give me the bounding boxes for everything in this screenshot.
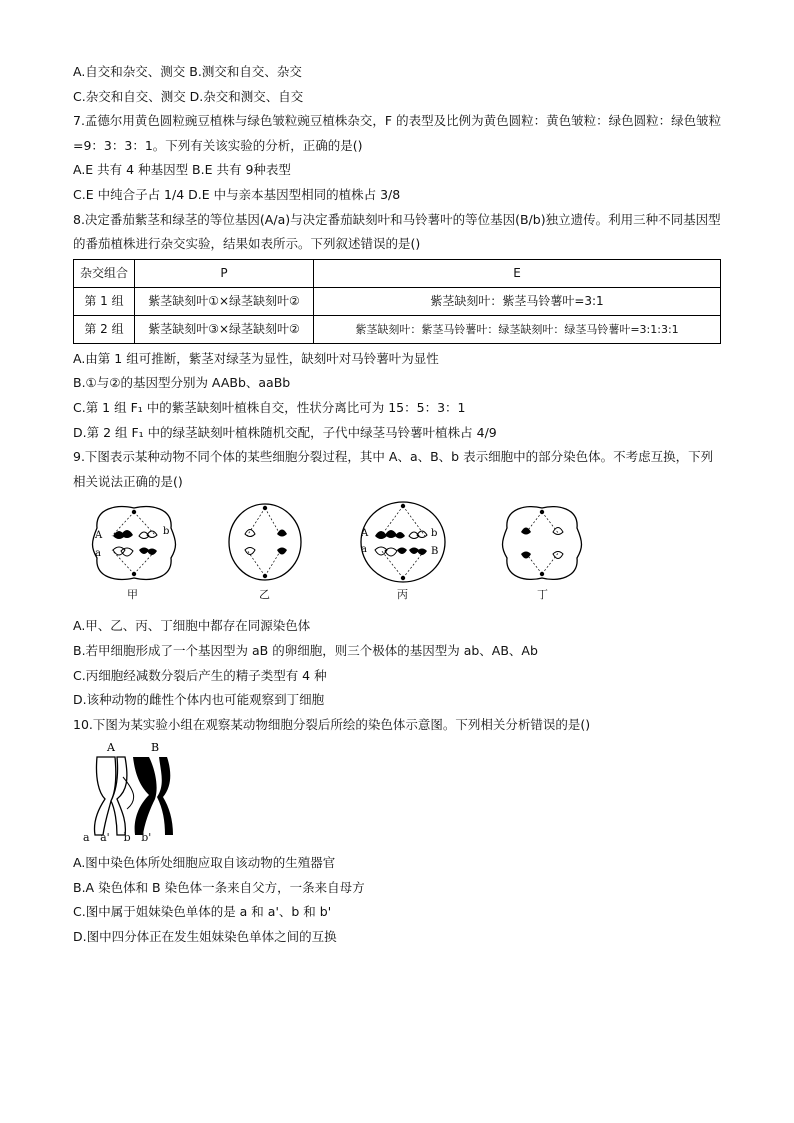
- chromatid-label: a': [100, 831, 110, 845]
- gene-label: A: [361, 528, 369, 540]
- cell-label-yi: 乙: [259, 588, 270, 602]
- table-header: 杂交组合: [74, 259, 135, 287]
- chromosome-label: B: [151, 741, 160, 755]
- table-cell: 紫茎缺刻叶：紫茎马铃薯叶：绿茎缺刻叶：绿茎马铃薯叶=3:1:3:1: [314, 315, 721, 343]
- table-cell: 紫茎缺刻叶①×绿茎缺刻叶②: [135, 287, 314, 315]
- table-cell: 紫茎缺刻叶：紫茎马铃薯叶=3:1: [314, 287, 721, 315]
- option-line: D.该种动物的雌性个体内也可能观察到丁细胞: [73, 692, 325, 708]
- option-line: C.丙细胞经减数分裂后产生的精子类型有 4 种: [73, 667, 327, 683]
- option-line: D.图中四分体正在发生姐妹染色单体之间的互换: [73, 929, 337, 945]
- gene-label: b: [163, 526, 170, 538]
- table-row: [74, 287, 721, 315]
- table-header: P: [135, 259, 314, 287]
- chromatid-label: b: [123, 831, 131, 845]
- option-line: A.图中染色体所处细胞应取自该动物的生殖器官: [73, 855, 336, 871]
- cell-yi-diagram: [223, 498, 307, 586]
- gene-label: a: [361, 544, 367, 556]
- question-9-stem: 9.下图表示某种动物不同个体的某些细胞分裂过程，其中 A、a、B、b 表示细胞中的部分染色体。不考虑互换，下列相关说法正确的是(): [73, 449, 714, 489]
- gene-label: A: [95, 530, 103, 542]
- option-line: A.甲、乙、丙、丁细胞中都存在同源染色体: [73, 618, 311, 634]
- cell-jia-diagram: [87, 498, 181, 586]
- question-10-stem: 10.下图为某实验小组在观察某动物细胞分裂后所绘的染色体示意图。下列相关分析错误的是(): [73, 716, 591, 732]
- option-line: A.E 共有 4 种基因型 B.E 共有 9种表型: [73, 162, 291, 178]
- table-header: E: [314, 259, 721, 287]
- chromatid-label: b': [141, 831, 152, 845]
- option-line: B.A 染色体和 B 染色体一条来自父方，一条来自母方: [73, 879, 365, 895]
- cell-bing-diagram: [357, 498, 449, 586]
- gene-label: B: [431, 546, 439, 558]
- table-cell: 第 1 组: [74, 287, 135, 315]
- tetrad-figure: [77, 739, 197, 847]
- exam-page: [73, 60, 723, 950]
- table-cell: 第 2 组: [74, 315, 135, 343]
- table-header-row: [74, 259, 721, 287]
- gene-label: b: [431, 528, 438, 540]
- chromatid-labels: [83, 831, 151, 844]
- option-line: C.第 1 组 F₁ 中的紫茎缺刻叶植株自交，性状分离比可为 15：5：3：1: [73, 399, 466, 415]
- question-7-stem: 7.孟德尔用黄色圆粒豌豆植株与绿色皱粒豌豆植株杂交，F 的表型及比例为黄色圆粒：黄色皱粒：绿色圆粒：绿色皱粒=9：3：3：1。下列有关该实验的分析，正确的是(): [73, 113, 722, 153]
- question-8-stem: 8.决定番茄紫茎和绿茎的等位基因(A/a)与决定番茄缺刻叶和马铃薯叶的等位基因(B/b)独立遗传。利用三种不同基因型的番茄植株进行杂交实验，结果如表所示。下列叙述错误的是(): [73, 211, 721, 252]
- option-line: B.若甲细胞形成了一个基因型为 aB 的卵细胞，则三个极体的基因型为 ab、AB、Ab: [73, 642, 538, 658]
- cell-label-jia: 甲: [127, 588, 138, 602]
- chromatid-label: a: [83, 831, 90, 845]
- gene-label: a: [95, 548, 101, 560]
- cell-division-figure: [73, 498, 723, 608]
- cross-results-table: [73, 259, 721, 344]
- option-line: A.自交和杂交、测交 B.测交和自交、杂交: [73, 64, 302, 79]
- option-line: A.由第 1 组可推断，紫茎对绿茎为显性，缺刻叶对马铃薯叶为显性: [73, 350, 439, 366]
- cell-ding-diagram: [499, 498, 585, 586]
- option-line: C.E 中纯合子占 1/4 D.E 中与亲本基因型相同的植株占 3/8: [73, 186, 401, 202]
- option-line: D.第 2 组 F₁ 中的绿茎缺刻叶植株随机交配，子代中绿茎马铃薯叶植株占 4/9: [73, 424, 497, 440]
- table-cell: 紫茎缺刻叶③×绿茎缺刻叶②: [135, 315, 314, 343]
- option-line: B.①与②的基因型分别为 AABb、aaBb: [73, 375, 291, 391]
- option-line: C.图中属于姐妹染色单体的是 a 和 a'、b 和 b': [73, 904, 332, 920]
- option-line: C.杂交和自交、测交 D.杂交和测交、自交: [73, 88, 304, 104]
- cell-label-ding: 丁: [537, 588, 548, 602]
- chromosome-label: A: [107, 741, 115, 755]
- cell-label-bing: 丙: [397, 588, 408, 602]
- table-row: [74, 315, 721, 343]
